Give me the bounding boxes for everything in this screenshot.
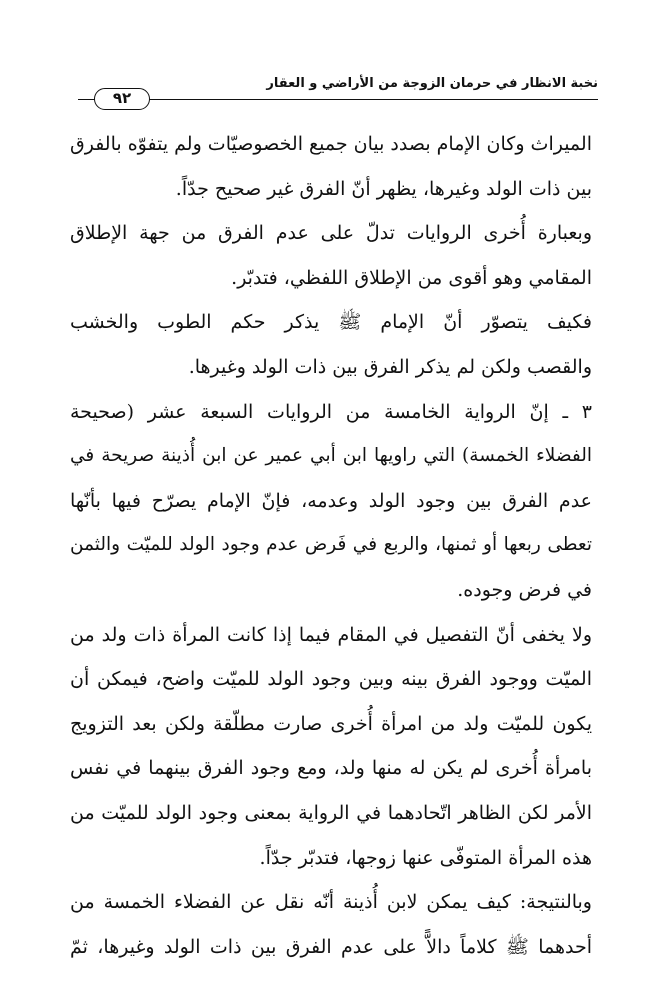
text-line: بامرأة أُخرى لم يكن له منها ولد، ومع وجود الفرق بينهما في نفس: [70, 757, 592, 780]
text-line: فكيف يتصوّر أنّ الإمام ﷺ يذكر حكم الطوب والخشب: [70, 311, 592, 334]
running-header: [78, 74, 598, 114]
page-number-badge: ٩٢: [94, 88, 150, 110]
header-title: نخبة الانظار في حرمان الزوجة من الأراضي و العقار: [266, 76, 598, 91]
text-line: الميراث وكان الإمام بصدد بيان جميع الخصوصيّات ولم يتفوّه بالفرق: [70, 133, 592, 155]
text-line: أحدهما ﷺ كلاماً دالاًّ على عدم الفرق بين ذات الولد وغيرها، ثمّ: [70, 935, 592, 958]
text-line: تعطى ربعها أو ثمنها، والربع في فَرض عدم وجود الولد للميّت والثمن: [70, 534, 592, 556]
header-rule: [78, 99, 598, 100]
text-line: وبالنتيجة: كيف يمكن لابن أُذينة أنّه نقل عن الفضلاء الخمسة من: [70, 891, 592, 914]
text-line: المقامي وهو أقوى من الإطلاق اللفظي، فتدبّر.: [231, 266, 592, 289]
text-line: وبعبارة أُخرى الروايات تدلّ على عدم الفرق من جهة الإطلاق: [70, 222, 592, 245]
text-line: في فرض وجوده.: [457, 578, 592, 601]
text-line: هذه المرأة المتوفّى عنها زوجها، فتدبّر جدّاً.: [259, 846, 592, 869]
text-line: ولا يخفى أنّ التفصيل في المقام فيما إذا كانت المرأة ذات ولد من: [70, 623, 592, 646]
text-line: ٣ ـ إنّ الرواية الخامسة من الروايات السبعة عشر (صحيحة: [70, 400, 592, 423]
body-text: [70, 122, 592, 969]
text-line: والقصب ولكن لم يذكر الفرق بين ذات الولد وغيرها.: [188, 355, 592, 378]
text-line: عدم الفرق بين وجود الولد وعدمه، فإنّ الإمام يصرّح فيها بأنّها: [70, 489, 592, 512]
text-line: يكون للميّت ولد من امرأة أُخرى صارت مطلّقة ولكن بعد التزويج: [70, 712, 592, 735]
text-line: بين ذات الولد وغيرها، يظهر أنّ الفرق غير صحيح جدّاً.: [175, 177, 592, 200]
text-line: الميّت ووجود الفرق بينه وبين وجود الولد للميّت واضح، فيمكن أن: [70, 668, 592, 691]
text-line: الفضلاء الخمسة) التي راويها ابن أبي عمير عن ابن أُذينة صريحة في: [70, 445, 592, 467]
text-line: الأمر لكن الظاهر اتّحادهما في الرواية بمعنى وجود الولد للميّت من: [70, 801, 592, 824]
